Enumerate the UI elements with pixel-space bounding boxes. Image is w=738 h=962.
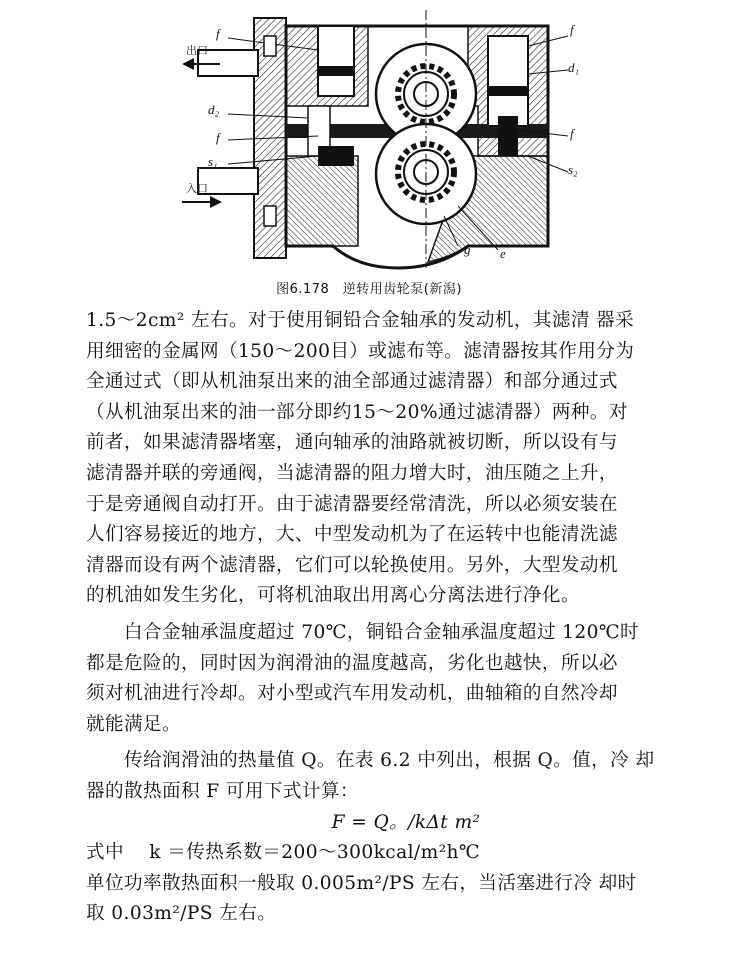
- label-f-3: f: [570, 22, 574, 37]
- text-line: 白合金轴承温度超过 70℃，铜铅合金轴承温度超过 120℃时: [86, 621, 640, 643]
- text-line: 的机油如发生劣化，可将机油取出用离心分离法进行净化。: [86, 585, 580, 607]
- label-d2: d₂: [208, 102, 220, 117]
- label-f-4: f: [570, 126, 574, 141]
- gear-pump-diagram: [168, 6, 598, 274]
- text-line: 传给润滑油的热量值 Q。在表 6.2 中列出，根据 Q。值，冷 却: [86, 750, 655, 772]
- text-line: 滤清器并联的旁通阀，当滤清器的阻力增大时，油压随之上升，: [86, 462, 618, 484]
- figure-caption: 图6.178 逆转用齿轮泵(新潟): [276, 282, 462, 297]
- text-line: 器的散热面积 F 可用下式计算：: [86, 780, 359, 802]
- text-line: 前者，如果滤清器堵塞，通向轴承的油路就被切断，所以设有与: [86, 432, 618, 454]
- text-line: 人们容易接近的地方，大、中型发动机为了在运转中也能清洗滤: [86, 524, 618, 546]
- text-line: 全通过式（即从机油泵出来的油全部通过滤清器）和部分通过式: [86, 371, 618, 393]
- gear-pump-figure: [168, 6, 598, 274]
- text-line: 取 0.03m²/PS 左右。: [86, 903, 277, 925]
- text-line: 于是旁通阀自动打开。由于滤清器要经常清洗，所以必须安装在: [86, 493, 618, 515]
- text-line: 都是危险的，同时因为润滑油的温度越高，劣化也越快，所以必: [86, 652, 618, 674]
- text-line: 就能满足。: [86, 713, 181, 735]
- outlet-label: 出口: [186, 44, 208, 57]
- label-f-2: f: [216, 130, 220, 145]
- label-s1: s₁: [208, 154, 218, 169]
- inlet-label: 入口: [186, 182, 208, 195]
- text-line: 用细密的金属网（150～200目）或滤布等。滤清器按其作用分为: [86, 340, 635, 362]
- label-d1: d₁: [568, 60, 580, 75]
- text-line: 单位功率散热面积一般取 0.005m²/PS 左右，当活塞进行冷 却时: [86, 872, 637, 894]
- text-line: （从机油泵出来的油一部分即约15～20%通过滤清器）两种。对: [86, 401, 628, 423]
- label-e: e: [500, 246, 506, 261]
- text-line: 须对机油进行冷却。对小型或汽车用发动机，曲轴箱的自然冷却: [86, 683, 618, 705]
- label-f-1: f: [216, 26, 220, 41]
- text-line: 清器而设有两个滤清器，它们可以轮换使用。另外，大型发动机: [86, 554, 618, 576]
- text-line: 式中 k ＝传热系数＝200～300kcal/m²h℃: [86, 842, 481, 864]
- label-g: g: [464, 242, 471, 257]
- label-s2: s₂: [568, 162, 578, 177]
- text-line: 1.5～2cm² 左右。对于使用铜铅合金轴承的发动机，其滤清 器采: [86, 310, 635, 331]
- body-text: [86, 306, 726, 930]
- formula: F = Q。/kΔt m²: [331, 811, 481, 833]
